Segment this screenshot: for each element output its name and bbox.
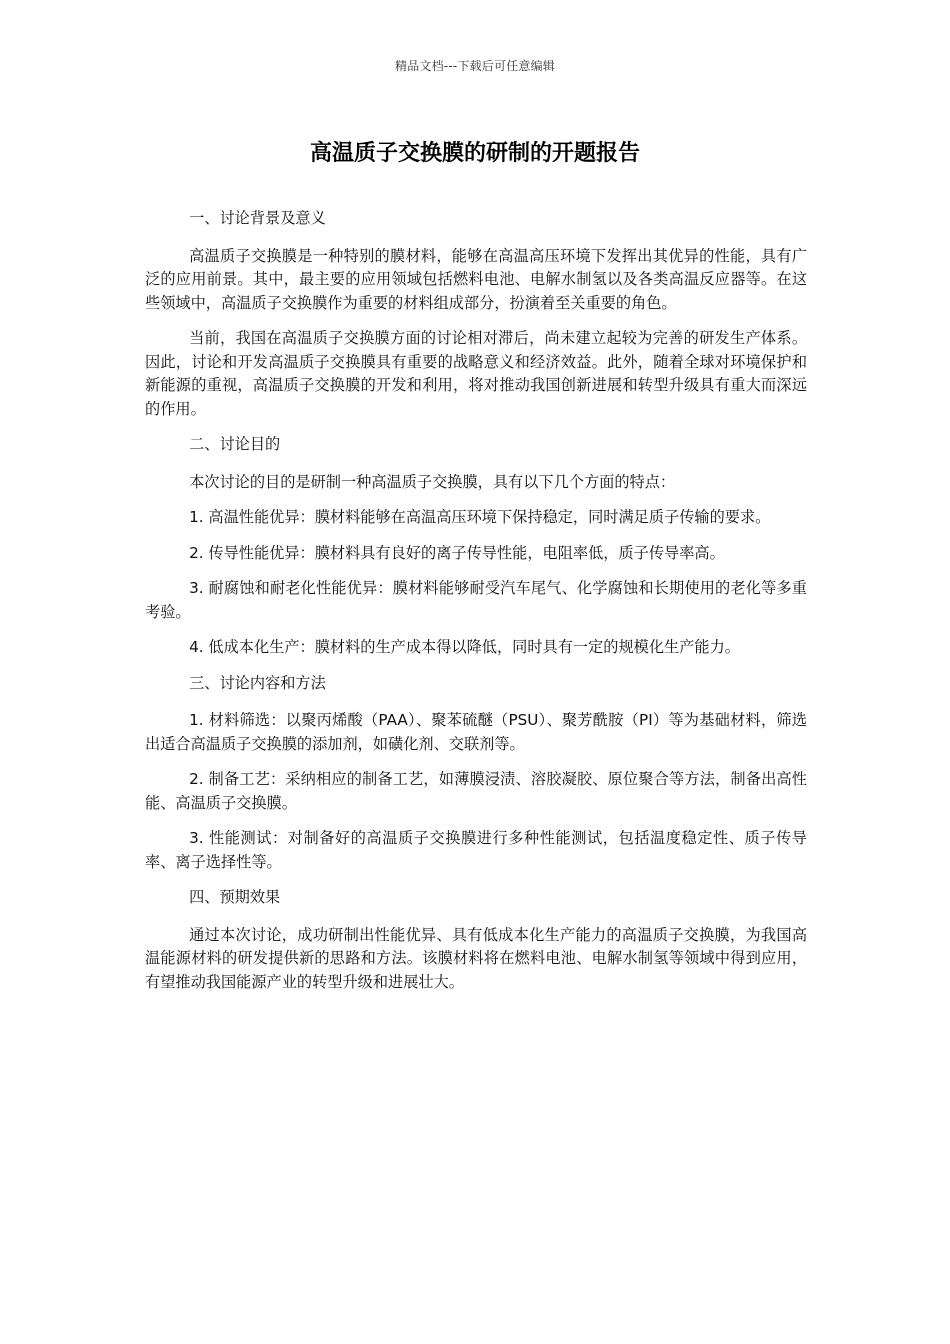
list-item-purpose-4: 4. 低成本化生产：膜材料的生产成本得以降低，同时具有一定的规模化生产能力。 xyxy=(189,638,740,656)
paragraph-background-1: 高温质子交换膜是一种特别的膜材料，能够在高温高压环境下发挥出其优异的性能，具有广泛的应用前景。其中，最主要的应用领域包括燃料电池、电解水制氢以及各类高温反应器等。在这些领域中，高温质子交换膜作为重要的材料组成部分，扮演着至关重要的角色。 xyxy=(145,246,807,312)
header-note: 精品文档---下载后可任意编辑 xyxy=(395,59,555,73)
list-item-methods-2: 2. 制备工艺：采纳相应的制备工艺，如薄膜浸渍、溶胶凝胶、原位聚合等方法，制备出高性能、高温质子交换膜。 xyxy=(145,770,807,812)
document-body xyxy=(145,207,807,1006)
document-title: 高温质子交换膜的研制的开题报告 xyxy=(309,141,640,166)
list-item-methods-1: 1. 材料筛选：以聚丙烯酸（PAA）、聚苯硫醚（PSU）、聚芳酰胺（PI）等为基础材料，筛选出适合高温质子交换膜的添加剂，如磺化剂、交联剂等。 xyxy=(145,711,807,753)
section-heading-methods: 三、讨论内容和方法 xyxy=(189,673,326,692)
section-heading-purpose: 二、讨论目的 xyxy=(189,435,281,453)
paragraph-background-2: 当前，我国在高温质子交换膜方面的讨论相对滞后，尚未建立起较为完善的研发生产体系。因此，讨论和开发高温质子交换膜具有重要的战略意义和经济效益。此外，随着全球对环境保护和新能源的重视，高温质子交换膜的开发和利用，将对推动我国创新进展和转型升级具有重大而深远的作用。 xyxy=(145,329,807,418)
paragraph-purpose-intro: 本次讨论的目的是研制一种高温质子交换膜，具有以下几个方面的特点： xyxy=(189,472,676,491)
list-item-purpose-3: 3. 耐腐蚀和耐老化性能优异：膜材料能够耐受汽车尾气、化学腐蚀和长期使用的老化等多重考验。 xyxy=(145,579,807,621)
list-item-methods-3: 3. 性能测试：对制备好的高温质子交换膜进行多种性能测试，包括温度稳定性、质子传导率、离子选择性等。 xyxy=(145,829,807,871)
paragraph-expected: 通过本次讨论，成功研制出性能优异、具有低成本化生产能力的高温质子交换膜，为我国高温能源材料的研发提供新的思路和方法。该膜材料将在燃料电池、电解水制氢等领域中得到应用，有望推动我国能源产业的转型升级和进展壮大。 xyxy=(145,925,807,991)
section-heading-background: 一、讨论背景及意义 xyxy=(189,209,326,227)
list-item-purpose-2: 2. 传导性能优异：膜材料具有良好的离子传导性能，电阻率低，质子传导率高。 xyxy=(189,543,725,562)
section-heading-expected: 四、预期效果 xyxy=(189,888,281,906)
list-item-purpose-1: 1. 高温性能优异：膜材料能够在高温高压环境下保持稳定，同时满足质子传输的要求。 xyxy=(189,508,771,526)
